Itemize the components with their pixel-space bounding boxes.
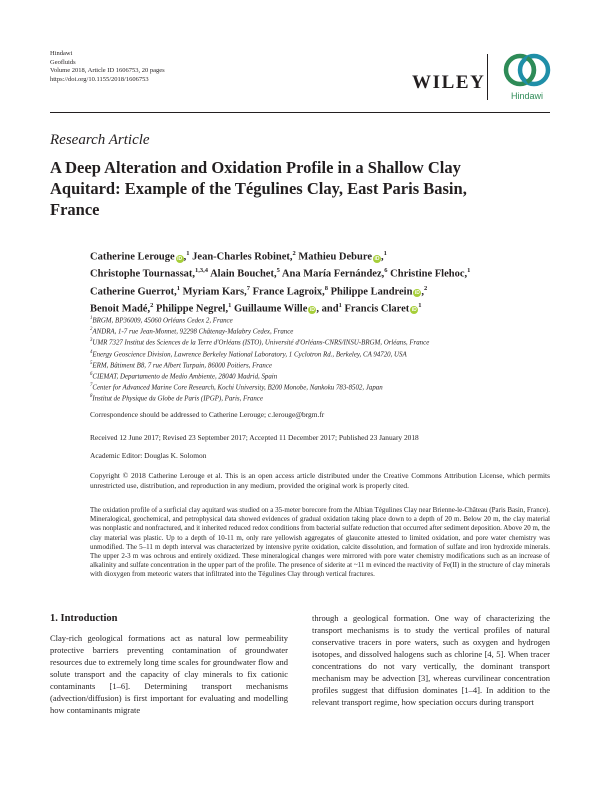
author-affiliation-marker: 5 [276,267,280,275]
author-separator: , [244,286,247,298]
orcid-icon[interactable]: iD [414,290,420,297]
author-separator: , [174,286,177,298]
author-name[interactable]: Benoit Madé [90,303,148,315]
author-affiliation-marker: 1 [467,267,471,275]
affiliation-item [90,315,550,326]
author-name[interactable]: Christophe Tournassat [90,268,193,280]
wiley-logo: WILEY [412,72,486,93]
author-affiliation-marker: 1 [228,301,232,309]
affiliation-item [90,337,550,348]
author-list [90,247,540,316]
author-affiliation-marker: 8 [324,284,328,292]
publisher-name: Hindawi [50,50,73,57]
affiliation-text: CIEMAT, Departamento de Medio Ambiente, 28040 Madrid, Spain [92,373,278,381]
author-name[interactable]: Mathieu Debure [298,251,372,263]
header-rule [50,112,550,113]
affiliation-text: ERM, Bâtiment B8, 7 rue Albert Turpain, 86000 Poitiers, France [92,362,272,370]
affiliation-number: 8 [90,394,93,400]
author-name[interactable]: Catherine Lerouge [90,251,175,263]
affiliation-item [90,360,550,371]
affiliation-item [90,349,550,360]
affiliation-text: Center for Advanced Marine Core Research, Kochi University, B200 Monobe, Nankoku 783-8502, Japan [92,384,383,392]
orcid-icon[interactable]: iD [374,255,380,262]
author-affiliation-marker: 1 [176,284,180,292]
affiliation-number: 7 [90,383,93,389]
article-title: A Deep Alteration and Oxidation Profile in a Shallow Clay Aquitard: Example of the Tégulines Clay, East Paris Basin, France [50,158,467,219]
author-affiliation-marker: 1 [186,250,190,257]
affiliation-text: BRGM, BP36009, 45060 Orléans Cedex 2, France [92,317,233,325]
author-separator: , [421,286,425,298]
affiliation-number: 5 [90,360,93,366]
article-type: Research Article [50,132,150,148]
affiliation-item [90,326,550,337]
author-separator: , [183,251,187,263]
author-name[interactable]: France Lagroix [252,286,323,298]
hindawi-wordmark: Hindawi [510,91,543,101]
author-affiliation-marker: 1 [418,301,422,309]
affiliation-list [90,315,550,405]
affiliation-number: 1 [90,316,93,321]
intro-right-column: through a geological formation. One way of characterizing the transport mechanisms is to study the vertical profiles of natural conservative tracers in pore waters, such as oxygen and hydrogen isotopes, and dissolved halogens such as chlorine [4, 5]. When tracer concentrations do not vary vertically, the dominant transport mechanism may be advection [3], whereas curvilinear concentration profiles suggest that diffusion dominates [1–4]. In addition to the relevant transport regime, how speciation occurs during transport [312,613,550,707]
affiliation-item [90,382,550,393]
affiliation-text: UMR 7327 Institut des Sciences de la Terre d'Orléans (ISTO), Université d'Orléans-CNRS/INSU-BRGM, Orléans, France [92,339,430,347]
author-affiliation-marker: 6 [384,267,388,275]
author-affiliation-marker: 1 [338,301,342,309]
author-separator: , [289,251,293,263]
author-separator: , [147,303,151,315]
affiliation-number: 3 [90,338,93,344]
author-affiliation-marker: 7 [246,284,250,292]
author-name[interactable]: Jean-Charles Robinet [192,251,290,263]
author-affiliation-marker: 1 [383,250,387,257]
copyright-notice: Copyright © 2018 Catherine Lerouge et al. This is an open access article distributed under the Creative Commons Attribution License, which permits unrestricted use, distribution, and reproduction in any medium, provided the original work is properly cited. [90,471,550,490]
author-separator: , [381,268,385,280]
journal-name: Geofluids [50,58,76,66]
author-name[interactable]: Ana María Fernández [281,268,382,280]
publication-dates: Received 12 June 2017; Revised 23 September 2017; Accepted 11 December 2017; Published 23 January 2018 [90,433,419,442]
author-separator: , [464,268,468,280]
author-separator: , [273,268,277,280]
author-affiliation-marker: 2 [292,250,296,257]
intro-left-column: Clay-rich geological formations act as natural low permeability protective barriers preventing contamination of groundwater resources due to extremely long time scales for groundwater flow and solute transport and the capacity of clay minerals to fix cationic contaminants [1–6]. Determining transport mechanisms (advection/diffusion) is first important for evaluating and modelling how contaminants migrate [50,633,288,715]
affiliation-item [90,371,550,382]
author-name[interactable]: Christine Flehoc [390,268,465,280]
affiliation-number: 4 [90,349,93,355]
author-separator: , [322,286,325,298]
correspondence-line: Correspondence should be addressed to Catherine Lerouge; c.lerouge@brgm.fr [90,410,325,419]
affiliation-item [90,393,550,404]
author-name[interactable]: Philippe Negrel [155,303,226,315]
author-affiliation-marker: 2 [424,284,428,292]
section-heading: 1. Introduction [50,613,118,624]
orcid-icon[interactable]: iD [309,307,315,314]
orcid-icon[interactable]: iD [411,307,417,314]
affiliation-text: Energy Geoscience Division, Lawrence Berkeley National Laboratory, 1 Cyclotron Rd., Berkeley, CA 94720, USA [92,350,407,358]
volume-info: Volume 2018, Article ID 1606753, 20 pages [50,67,165,75]
author-name[interactable]: Guillaume Wille [233,303,308,315]
author-name[interactable]: Francis Claret [344,303,410,315]
author-name[interactable]: Myriam Kars [182,286,245,298]
author-separator: , [225,303,229,315]
journal-meta [50,50,165,84]
author-name[interactable]: Philippe Landrein [330,286,413,298]
author-separator: , and [316,303,339,315]
abstract-text: The oxidation profile of a surficial clay aquitard was studied on a 35-meter borecore from the Albian Tégulines Clay near Brienne-le-Château (Paris Basin, France). Mineralogical, geochemical, and petrophysical data showed evidences of gradual oxidation taking place down to a depth of 20 m. Below 20 m, the clay material was nonplastic and nonfractured, and it inherited reduced redox conditions from bacterial sulfate reduction that occurred after sediment deposition. Above 20 m, the clay material was plastic. Up to a depth of 10-11 m, only rare yellowish aggregates of glauconite attested to limited oxidation, and pore water chemistry was unmodified. The 5–11 m depth interval was characterized by intensive pyrite oxidation, calcite dissolution, and formation of sulfate and iron hydroxide minerals. The upper 2-3 m was ochrous and entirely oxidized. These mineralogical changes were mirrored with pore water chemistry modifications such as an increase of alkalinity and sulfate concentration in the upper part of the profile. The presence of siderite at ~11 m evinced the reactivity of Fe(II) in the structure of clay minerals with dioxygen from meteoric waters that infiltrated into the Tégulines Clay through vertical fractures. [90,506,550,579]
author-separator: , [380,251,384,263]
affiliation-number: 6 [90,372,93,378]
author-affiliation-marker: 1,3,4 [195,267,209,275]
affiliation-text: Institut de Physique du Globe de Paris (IPGP), Paris, France [92,395,263,403]
orcid-icon[interactable]: iD [177,255,183,262]
affiliation-text: ANDRA, 1-7 rue Jean-Monnet, 92298 Châtenay-Malabry Cedex, France [92,328,294,336]
doi-link[interactable]: https://doi.org/10.1155/2018/1606753 [50,75,149,83]
author-separator: , [192,268,196,280]
author-name[interactable]: Alain Bouchet [210,268,274,280]
author-affiliation-marker: 2 [150,301,154,309]
author-name[interactable]: Catherine Guerrot [90,286,175,298]
logo-divider [487,54,488,100]
academic-editor: Academic Editor: Douglas K. Solomon [90,451,207,460]
affiliation-number: 2 [90,327,93,333]
